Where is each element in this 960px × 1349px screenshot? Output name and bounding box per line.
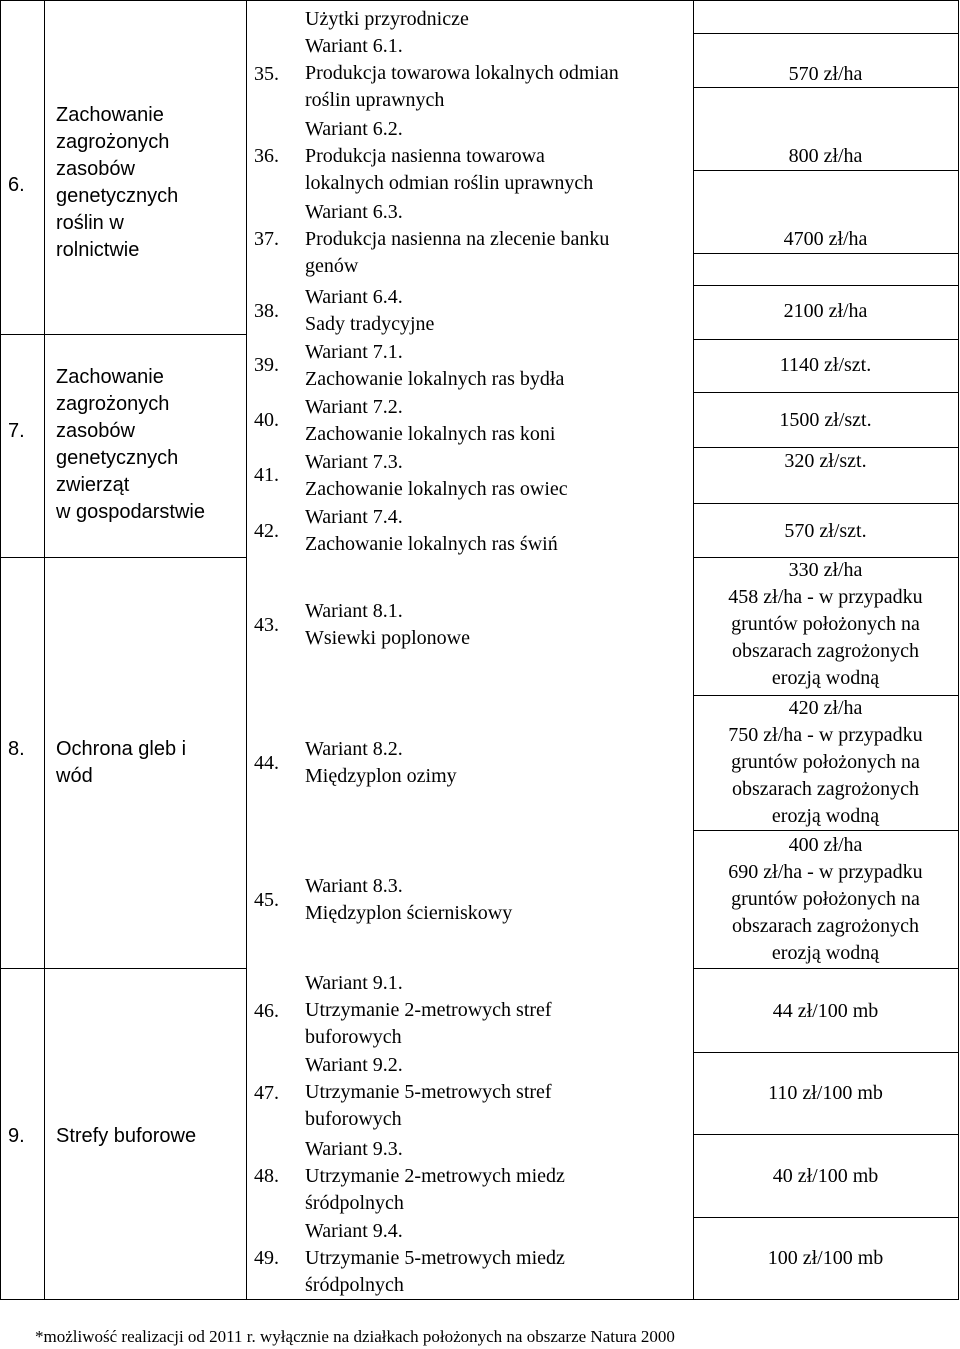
- rate-row-rule: [693, 503, 959, 504]
- variant-description-line: Zachowanie lokalnych ras świń: [305, 533, 558, 555]
- payment-rate: 690 zł/ha - w przypadku: [728, 861, 923, 883]
- variant-number: 46.: [254, 1000, 279, 1022]
- variant-description-line: Utrzymanie 5-metrowych stref: [305, 1081, 552, 1103]
- package-name-line: Zachowanie: [56, 366, 164, 388]
- package-name-line: zagrożonych: [56, 131, 170, 153]
- rate-row-rule: [693, 339, 959, 340]
- variant-number: 48.: [254, 1165, 279, 1187]
- payment-rate: 570 zł/ha: [788, 63, 863, 85]
- payment-rate: 800 zł/ha: [788, 145, 863, 167]
- table-bottom-rule: [0, 1299, 959, 1300]
- variant-description-line: Zachowanie lokalnych ras bydła: [305, 368, 565, 390]
- rate-row-rule: [693, 170, 959, 171]
- variant-title: Wariant 8.1.: [305, 600, 403, 622]
- variant-title: Wariant 7.4.: [305, 506, 403, 528]
- payment-rate: 570 zł/szt.: [784, 520, 867, 542]
- variant-number: 42.: [254, 520, 279, 542]
- payment-rate: erozją wodną: [771, 667, 880, 689]
- column-rule: [958, 0, 959, 1300]
- package-name-line: rolnictwie: [56, 239, 140, 261]
- payment-rate: gruntów położonych na: [731, 613, 920, 635]
- package-number: 6.: [8, 174, 25, 196]
- package-number: 7.: [8, 420, 25, 442]
- rate-row-rule: [693, 285, 959, 286]
- payment-rate: 4700 zł/ha: [783, 228, 868, 250]
- variant-description-line: buforowych: [305, 1026, 402, 1048]
- variant-number: 49.: [254, 1247, 279, 1269]
- package-name-line: Strefy buforowe: [56, 1125, 197, 1147]
- variant-title: Wariant 9.1.: [305, 972, 403, 994]
- variant-description-line: Wsiewki poplonowe: [305, 627, 470, 649]
- rate-row-rule: [693, 392, 959, 393]
- rate-row-rule: [693, 1052, 959, 1053]
- variant-number: 47.: [254, 1082, 279, 1104]
- payment-rate: 110 zł/100 mb: [768, 1082, 883, 1104]
- variant-title: Wariant 8.2.: [305, 738, 403, 760]
- payment-rate: 1140 zł/szt.: [779, 354, 872, 376]
- package-separator: [0, 557, 246, 558]
- payment-rate: 1500 zł/szt.: [779, 409, 872, 431]
- rate-row-rule: [693, 33, 959, 34]
- payment-rate: erozją wodną: [771, 805, 880, 827]
- variant-number: 36.: [254, 145, 279, 167]
- payment-rate: gruntów położonych na: [731, 888, 920, 910]
- payment-rate: 2100 zł/ha: [783, 300, 868, 322]
- payment-rate: 420 zł/ha: [788, 697, 863, 719]
- variant-description-line: Utrzymanie 5-metrowych miedz: [305, 1247, 565, 1269]
- variant-description-line: Produkcja nasienna na zlecenie banku: [305, 228, 610, 250]
- variant-title: Wariant 7.1.: [305, 341, 403, 363]
- payment-rate: 458 zł/ha - w przypadku: [728, 586, 923, 608]
- package-name-line: zasobów: [56, 158, 135, 180]
- variant-title: Wariant 8.3.: [305, 875, 403, 897]
- package-name-line: Zachowanie: [56, 104, 164, 126]
- payment-rate: 320 zł/szt.: [784, 450, 867, 472]
- variant-description-line: buforowych: [305, 1108, 402, 1130]
- rate-row-rule: [693, 830, 959, 831]
- variant-number: 45.: [254, 889, 279, 911]
- variant-number: 41.: [254, 464, 279, 486]
- package-name-line: zasobów: [56, 420, 135, 442]
- variant-title: Wariant 9.4.: [305, 1220, 403, 1242]
- column-rule: [246, 0, 247, 1300]
- footnote: *możliwość realizacji od 2011 r. wyłącznie na działkach położonych na obszarze Natura 2000: [35, 1327, 675, 1346]
- variant-number: 37.: [254, 228, 279, 250]
- package-name-line: genetycznych: [56, 185, 179, 207]
- section-header: Użytki przyrodnicze: [305, 8, 469, 30]
- variant-description-line: Zachowanie lokalnych ras koni: [305, 423, 556, 445]
- payment-rate: 44 zł/100 mb: [772, 1000, 879, 1022]
- variant-title: Wariant 7.3.: [305, 451, 403, 473]
- column-rule: [0, 0, 1, 1300]
- rate-row-rule: [693, 968, 959, 969]
- payment-rate: gruntów położonych na: [731, 751, 920, 773]
- variant-title: Wariant 7.2.: [305, 396, 403, 418]
- payment-rate: 330 zł/ha: [788, 559, 863, 581]
- variant-title: Wariant 6.3.: [305, 201, 403, 223]
- column-rule: [44, 0, 45, 1300]
- variant-number: 43.: [254, 614, 279, 636]
- payment-rate: 750 zł/ha - w przypadku: [728, 724, 923, 746]
- payment-rate: obszarach zagrożonych: [731, 640, 920, 662]
- variant-title: Wariant 6.1.: [305, 35, 403, 57]
- package-name-line: zwierząt: [56, 474, 130, 496]
- package-name-line: w gospodarstwie: [56, 501, 205, 523]
- variant-number: 40.: [254, 409, 279, 431]
- variant-description-line: Międzyplon ścierniskowy: [305, 902, 513, 924]
- package-name-line: roślin w: [56, 212, 124, 234]
- variant-number: 38.: [254, 300, 279, 322]
- variant-description-line: Produkcja nasienna towarowa: [305, 145, 545, 167]
- payment-rate: 400 zł/ha: [788, 834, 863, 856]
- variant-description-line: Zachowanie lokalnych ras owiec: [305, 478, 568, 500]
- variant-description-line: genów: [305, 255, 359, 277]
- package-number: 9.: [8, 1125, 25, 1147]
- variant-number: 35.: [254, 63, 279, 85]
- variant-title: Wariant 9.3.: [305, 1138, 403, 1160]
- payment-rate: obszarach zagrożonych: [731, 778, 920, 800]
- package-number: 8.: [8, 738, 25, 760]
- rate-row-rule: [693, 1217, 959, 1218]
- variant-title: Wariant 6.4.: [305, 286, 403, 308]
- variant-title: Wariant 6.2.: [305, 118, 403, 140]
- payment-rate: obszarach zagrożonych: [731, 915, 920, 937]
- package-separator: [0, 334, 246, 335]
- rate-row-rule: [693, 253, 959, 254]
- package-name-line: genetycznych: [56, 447, 179, 469]
- variant-description-line: Produkcja towarowa lokalnych odmian: [305, 62, 619, 84]
- variant-description-line: Utrzymanie 2-metrowych miedz: [305, 1165, 565, 1187]
- package-name-line: Ochrona gleb i: [56, 738, 187, 760]
- variant-description-line: Utrzymanie 2-metrowych stref: [305, 999, 552, 1021]
- rate-row-rule: [693, 1134, 959, 1135]
- variant-number: 44.: [254, 752, 279, 774]
- package-separator: [0, 968, 246, 969]
- payment-rate: 100 zł/100 mb: [767, 1247, 884, 1269]
- variant-description-line: lokalnych odmian roślin uprawnych: [305, 172, 594, 194]
- variant-description-line: roślin uprawnych: [305, 89, 445, 111]
- variant-description-line: Międzyplon ozimy: [305, 765, 457, 787]
- variant-number: 39.: [254, 354, 279, 376]
- package-name-line: wód: [56, 765, 93, 787]
- table-top-rule: [0, 0, 959, 1]
- package-name-line: zagrożonych: [56, 393, 170, 415]
- variant-description-line: śródpolnych: [305, 1192, 404, 1214]
- payment-rate: erozją wodną: [771, 942, 880, 964]
- variant-description-line: Sady tradycyjne: [305, 313, 435, 335]
- variant-title: Wariant 9.2.: [305, 1054, 403, 1076]
- variant-description-line: śródpolnych: [305, 1274, 404, 1296]
- payment-rate: 40 zł/100 mb: [772, 1165, 879, 1187]
